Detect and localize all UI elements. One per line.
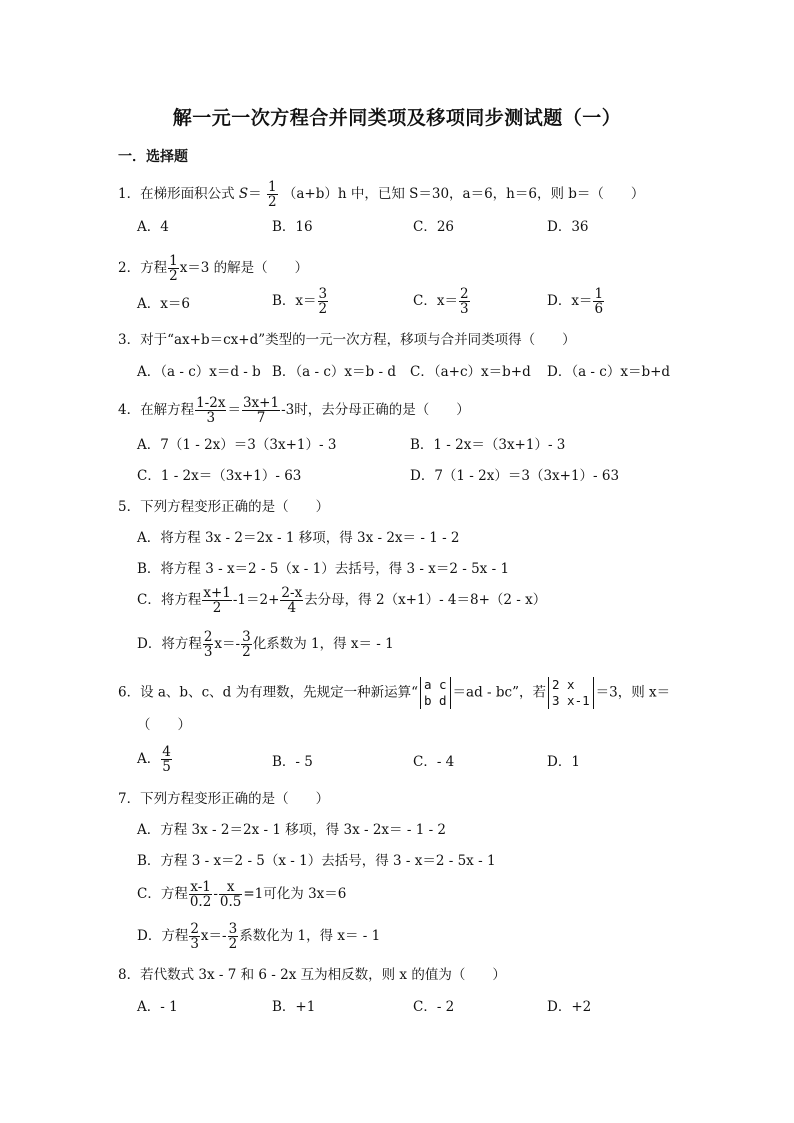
q1-prefix: 1．在梯形面积公式 (118, 186, 239, 202)
q2-option-d-den: 6 (594, 301, 604, 317)
q7-option-c-fraction-1 (189, 880, 212, 909)
q5-d-f2-den: 2 (242, 644, 251, 660)
q4-fraction-1 (195, 396, 226, 425)
q7-c-f1-den: 0.2 (189, 894, 212, 910)
q8-option-c[interactable]: C．- 2 (413, 999, 455, 1015)
q2-option-d-label: D．x＝ (547, 293, 593, 309)
q4-fraction-2-num: 3x+1 (242, 395, 280, 411)
q5-option-d-text: 化系数为 1，得 x＝ - 1 (252, 636, 394, 652)
q6-option-a-num: 4 (162, 744, 171, 760)
q6-option-d[interactable]: D．1 (547, 754, 580, 770)
q6-option-b[interactable]: B．- 5 (272, 754, 313, 770)
page-title: 解一元一次方程合并同类项及移项同步测试题（一） (172, 107, 622, 129)
q7-option-c-fraction-2 (219, 880, 242, 909)
q7-option-d[interactable] (137, 922, 380, 951)
q6-matrix-definition (420, 677, 451, 709)
q2-option-d-fraction (593, 287, 604, 316)
q2-fraction (168, 254, 179, 283)
q5-option-a[interactable]: A．将方程 3x - 2＝2x - 1 移项，得 3x - 2x＝ - 1 - 2 (137, 530, 460, 546)
q5-option-c[interactable] (137, 586, 546, 615)
q5-option-c-label: C．将方程 (137, 592, 202, 608)
q5-option-c-text: 去分母，得 2（x+1）- 4＝8+（2 - x） (304, 592, 547, 608)
q1-var-s: S (238, 186, 249, 202)
q5-c-f2-num: 2-x (281, 585, 303, 601)
q5-d-f2-num: 3 (242, 629, 251, 645)
q2-prefix: 2．方程 (118, 260, 168, 276)
q7-option-c-mid: - (213, 886, 218, 902)
q5-option-d-mid: x＝- (214, 636, 241, 652)
q2-option-c-label: C．x＝ (413, 293, 458, 309)
q5-c-f1-num: x+1 (203, 585, 231, 601)
q7-d-f1-num: 2 (190, 921, 199, 937)
q1-fraction (267, 180, 278, 209)
q1-option-c[interactable]: C．26 (413, 219, 455, 235)
q7-option-d-mid: x＝- (200, 928, 227, 944)
q4-option-a[interactable]: A．7（1 - 2x）＝3（3x+1）- 3 (137, 437, 337, 453)
q4-equals: ＝ (227, 402, 241, 418)
q5-option-b[interactable]: B．将方程 3 - x＝2 - 5（x - 1）去括号，得 3 - x＝2 - 5x - 1 (137, 561, 510, 577)
q4-option-d[interactable]: D．7（1 - 2x）＝3（3x+1）- 63 (410, 468, 620, 484)
q7-d-f1-den: 3 (190, 936, 199, 952)
q5-option-c-fraction-2 (280, 586, 303, 615)
q6-answer-paren: （ ） (137, 717, 191, 733)
q3-option-c[interactable]: C．（a+c）x＝b+d (410, 364, 531, 380)
q1-equals: ＝ (248, 186, 262, 202)
q6-option-a[interactable] (137, 745, 173, 774)
q1-option-b[interactable]: B．16 (272, 219, 313, 235)
question-3: 3．对于“ax+b＝cx+d”类型的一元一次方程，移项与合并同类项得（ ） (118, 332, 576, 348)
q3-option-d[interactable]: D．（a - c）x＝b+d (547, 364, 671, 380)
q7-option-b[interactable]: B．方程 3 - x＝2 - 5（x - 1）去括号，得 3 - x＝2 - 5x - 1 (137, 853, 496, 869)
question-6 (118, 677, 670, 709)
q2-option-b-den: 2 (318, 301, 328, 317)
q7-c-f1-num: x-1 (190, 879, 211, 895)
q7-c-f2-num: x (219, 880, 242, 895)
q2-option-c[interactable] (413, 287, 471, 316)
q7-d-f2-num: 3 (228, 921, 238, 937)
q4-prefix: 4．在解方程 (118, 402, 195, 418)
q6-matrix-1-row-2: b d (423, 693, 447, 708)
q3-option-b[interactable]: B．（a - c）x＝b - d (272, 364, 396, 380)
q6-prefix: 6．设 a、b、c、d 为有理数，先规定一种新运算“ (118, 684, 418, 701)
q1-fraction-num: 1 (267, 179, 277, 195)
q2-option-d-num: 1 (594, 286, 604, 302)
q4-fraction-1-num: 1-2x (196, 395, 226, 411)
q6-option-c[interactable]: C．- 4 (413, 754, 455, 770)
q7-option-d-fraction-1 (189, 922, 200, 951)
q4-fraction-2-den: 7 (256, 410, 266, 426)
q2-fraction-num: 1 (169, 253, 178, 269)
q4-text: -3时，去分母正确的是（ ） (281, 402, 470, 418)
section-heading: 一．选择题 (118, 149, 188, 165)
q2-option-b-fraction (318, 287, 329, 316)
question-1 (118, 180, 644, 209)
q6-option-a-den: 5 (162, 759, 171, 775)
q6-option-a-fraction (161, 745, 172, 774)
q1-text: （a+b）h 中，已知 S＝30，a＝6，h＝6，则 b＝（ ） (282, 186, 645, 202)
q8-option-a[interactable]: A．- 1 (137, 999, 178, 1015)
q6-mid: ＝ad - bc”，若 (452, 684, 546, 701)
q2-option-b[interactable] (272, 287, 329, 316)
q2-option-d[interactable] (547, 287, 605, 316)
q4-option-c[interactable]: C．1 - 2x＝（3x+1）- 63 (137, 468, 302, 484)
q4-fraction-1-den: 3 (206, 410, 216, 426)
q1-fraction-den: 2 (267, 194, 277, 210)
question-7: 7．下列方程变形正确的是（ ） (118, 791, 330, 807)
question-4 (118, 396, 470, 425)
q2-option-b-label: B．x＝ (272, 293, 317, 309)
q7-option-c-text: =1可化为 3x＝6 (243, 886, 347, 902)
q2-text: x＝3 的解是（ ） (179, 260, 309, 276)
q2-option-c-num: 2 (459, 286, 469, 302)
q5-d-f1-num: 2 (203, 629, 213, 645)
q8-option-d[interactable]: D．+2 (547, 999, 592, 1015)
q2-fraction-den: 2 (169, 268, 178, 284)
question-5: 5．下列方程变形正确的是（ ） (118, 499, 330, 515)
q6-matrix-2-row-2: 3 x-1 (552, 693, 590, 708)
q1-option-a[interactable]: A．4 (137, 219, 169, 235)
q5-option-c-fraction-1 (202, 586, 232, 615)
q7-c-f2-den: 0.5 (219, 894, 242, 910)
q5-option-d[interactable] (137, 630, 394, 659)
q5-option-d-label: D．将方程 (137, 636, 202, 652)
q6-matrix-given (548, 677, 594, 709)
q7-option-d-label: D．方程 (137, 928, 189, 944)
q7-d-f2-den: 2 (228, 936, 238, 952)
q5-d-f1-den: 3 (203, 644, 213, 660)
q2-option-b-num: 3 (318, 286, 328, 302)
q2-option-c-fraction (459, 287, 470, 316)
q5-c-f1-den: 2 (212, 600, 222, 616)
q2-option-c-den: 3 (459, 301, 469, 317)
q7-option-d-text: 系数化为 1，得 x＝ - 1 (239, 928, 381, 944)
q6-option-a-label: A． (137, 751, 161, 767)
q3-option-a[interactable]: A．（a - c）x＝d - b (137, 364, 261, 380)
q7-option-a[interactable]: A．方程 3x - 2＝2x - 1 移项，得 3x - 2x＝ - 1 - 2 (137, 822, 447, 838)
q8-option-b[interactable]: B．+1 (272, 999, 316, 1015)
q7-option-d-fraction-2 (228, 922, 239, 951)
q4-fraction-2 (242, 396, 280, 425)
q7-option-c[interactable] (137, 880, 346, 909)
q6-matrix-2-row-1: 2 x (552, 677, 575, 692)
q5-c-f2-den: 4 (287, 600, 297, 616)
q5-option-d-fraction-1 (203, 630, 214, 659)
q6-text: ＝3，则 x＝ (595, 684, 671, 701)
q5-option-c-mid: -1＝2+ (232, 592, 280, 608)
q6-matrix-1-row-1: a c (423, 677, 447, 692)
q2-option-a[interactable]: A．x＝6 (137, 296, 190, 312)
q5-option-d-fraction-2 (241, 630, 252, 659)
q1-option-d[interactable]: D．36 (547, 219, 589, 235)
q7-option-c-label: C．方程 (137, 886, 188, 902)
q4-option-b[interactable]: B．1 - 2x＝（3x+1）- 3 (410, 437, 566, 453)
question-2 (118, 254, 308, 283)
question-8: 8．若代数式 3x - 7 和 6 - 2x 互为相反数，则 x 的值为（ ） (118, 967, 506, 983)
